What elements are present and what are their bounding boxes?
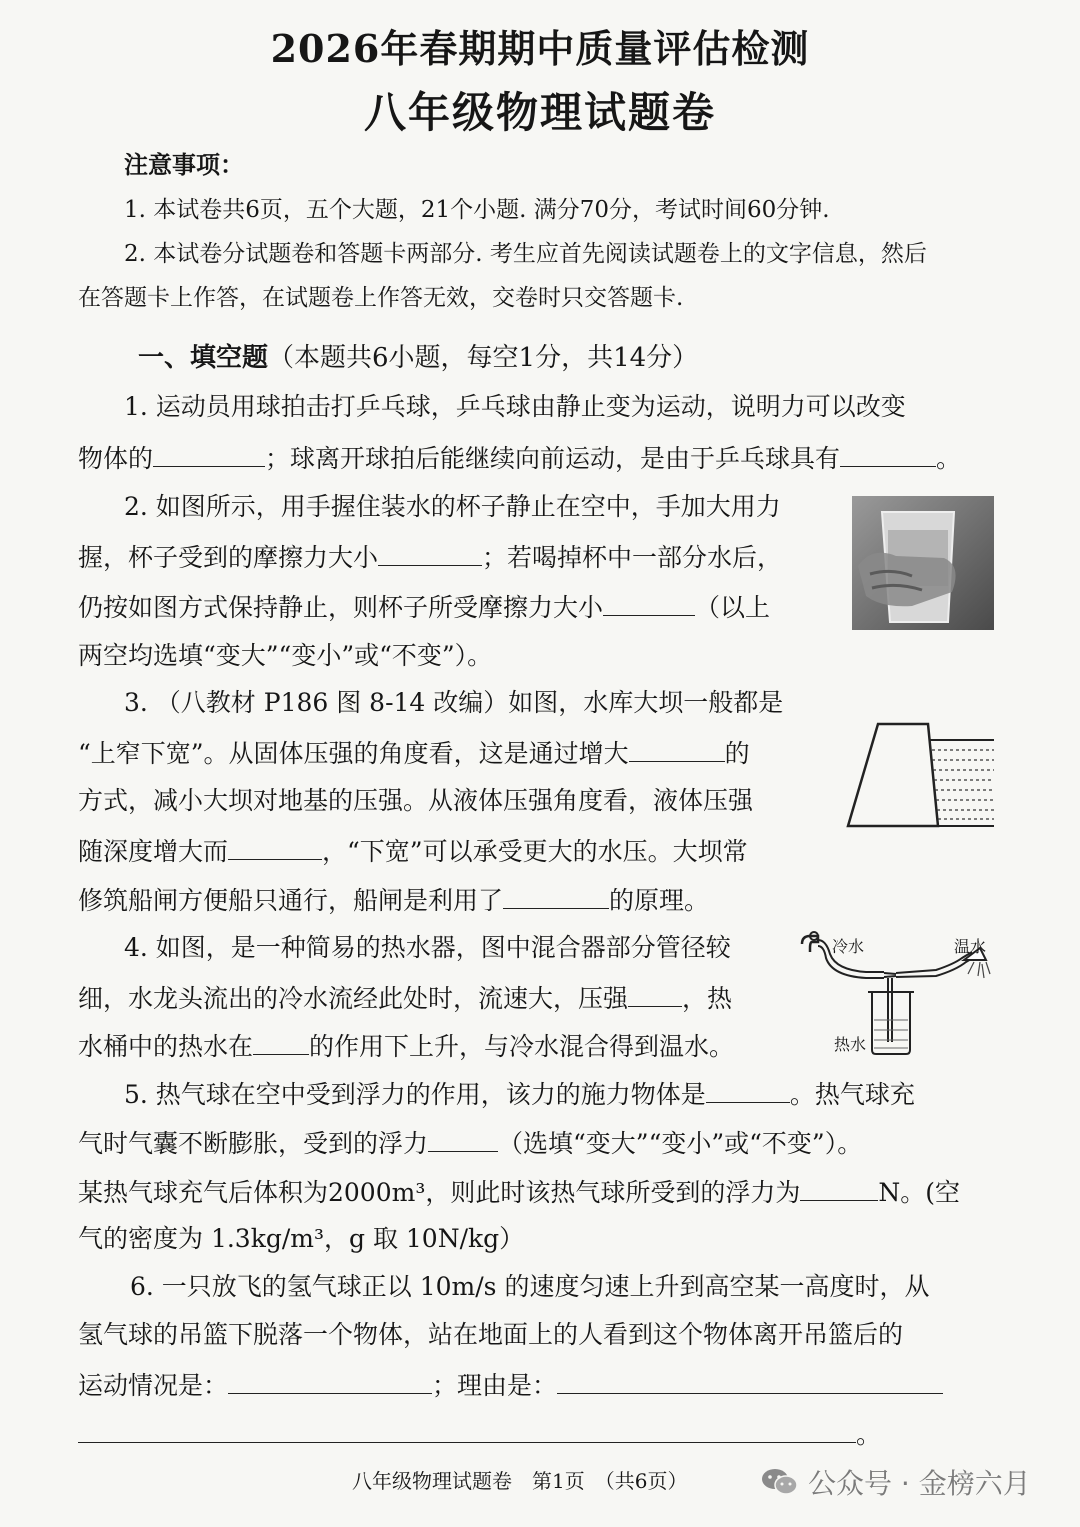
q5-text-b: 。热气球充: [789, 1080, 915, 1109]
q1-text-a: 物体的: [78, 444, 154, 473]
q1-line-2: [78, 440, 961, 476]
q3-text-c: 随深度增大而: [78, 837, 229, 866]
answer-blank: [800, 1174, 878, 1201]
q5-text-d: （选填“变大”“变小”或“不变”）。: [498, 1129, 863, 1158]
q5-text-e: 某热气球充气后体积为2000m³，则此时该热气球所受到的浮力为: [78, 1178, 801, 1207]
answer-blank: [228, 833, 322, 860]
watermark: [760, 1462, 1031, 1502]
q3-text-b: 的: [724, 739, 750, 768]
q6-text-b: ；理由是：: [432, 1371, 558, 1400]
hand-cup-figure: [852, 496, 994, 630]
q3-line-3: 方式，减小大坝对地基的压强。从液体压强角度看，液体压强: [78, 786, 754, 815]
q4-text-a: 细，水龙头流出的冷水流经此处时，流速大，压强: [78, 984, 629, 1013]
exam-subtitle: 八年级物理试题卷: [363, 88, 716, 137]
q2-text-b: ；若喝掉杯中一部分水后，: [482, 543, 783, 572]
answer-blank: [153, 440, 265, 467]
q2-text-c: 仍按如图方式保持静止，则杯子所受摩擦力大小: [78, 593, 604, 622]
q5-line-3: [78, 1174, 960, 1210]
notice-item-2-cont: 在答题卡上作答，在试题卷上作答无效，交卷时只交答题卡.: [78, 285, 684, 311]
q6-line-1: 6. 一只放飞的氢气球正以 10m/s 的速度匀速上升到高空某一高度时，从: [130, 1272, 930, 1301]
section-title: 一、填空题: [138, 343, 269, 373]
q5-line-4: 气的密度为 1.3kg/m³，g 取 10N/kg）: [78, 1224, 525, 1253]
q2-line-3: [78, 589, 770, 625]
q6-text-end: 。: [856, 1420, 882, 1449]
q2-line-1: 2. 如图所示，用手握住装水的杯子静止在空中，手加大用力: [124, 492, 781, 521]
q6-line-2: 氢气球的吊篮下脱落一个物体，站在地面上的人看到这个物体离开吊篮后的: [78, 1320, 904, 1349]
q1-text-b: ；球离开球拍后能继续向前运动，是由于乒乓球具有: [265, 444, 841, 473]
wechat-icon: [760, 1466, 800, 1498]
dam-figure: [842, 720, 996, 832]
q5-text-f: N。(空: [878, 1178, 960, 1207]
q6-line-3: [78, 1367, 943, 1403]
q3-text-a: “上窄下宽”。从固体压强的角度看，这是通过增大: [78, 739, 629, 768]
answer-blank: [503, 882, 609, 909]
section-heading: [138, 341, 698, 375]
notice-item-2: 2. 本试卷分试题卷和答题卡两部分. 考生应首先阅读试题卷上的文字信息，然后: [124, 241, 927, 267]
q2-line-4: 两空均选填“变大”“变小”或“不变”）。: [78, 641, 493, 670]
q4-line-1: 4. 如图，是一种简易的热水器，图中混合器部分管径较: [124, 933, 731, 962]
q3-line-4: [78, 833, 748, 869]
q5-text-c: 气时气囊不断膨胀，受到的浮力: [78, 1129, 429, 1158]
q4-text-c: 水桶中的热水在: [78, 1032, 254, 1061]
water-heater-figure: [796, 930, 996, 1060]
q1-line-1: 1. 运动员用球拍击打乒乓球，乒乓球由静止变为运动，说明力可以改变: [124, 392, 906, 421]
q6-text-a: 运动情况是：: [78, 1371, 229, 1400]
q2-text-a: 握，杯子受到的摩擦力大小: [78, 543, 379, 572]
q4-text-b: ，热: [682, 984, 733, 1013]
answer-blank: [629, 735, 725, 762]
section-note: （本题共6小题，每空1分，共14分）: [268, 343, 699, 373]
warm-water-label: 温水: [954, 937, 987, 956]
answer-blank: [428, 1125, 498, 1152]
answer-blank: [378, 539, 482, 566]
hot-water-label: 热水: [834, 1035, 867, 1054]
q2-text-d: （以上: [695, 593, 771, 622]
q4-text-d: 的作用下上升，与冷水混合得到温水。: [309, 1032, 735, 1061]
q5-line-2: [78, 1125, 862, 1161]
q3-text-f: 的原理。: [609, 886, 710, 915]
answer-blank: [557, 1367, 943, 1394]
watermark-text: 公众号 · 金榜六月: [808, 1467, 1031, 1500]
exam-title: 2026年春期期中质量评估检测: [270, 26, 810, 71]
q3-text-d: ，“下宽”可以承受更大的水压。大坝常: [322, 837, 748, 866]
page-footer: 八年级物理试题卷 第1页 （共6页）: [352, 1469, 688, 1493]
q1-text-c: 。: [936, 444, 962, 473]
answer-blank: [78, 1416, 856, 1443]
q4-line-3: [78, 1028, 734, 1064]
answer-blank: [706, 1076, 790, 1103]
answer-blank: [840, 440, 936, 467]
answer-blank: [228, 1367, 432, 1394]
q3-text-e: 修筑船闸方便船只通行，船闸是利用了: [78, 886, 504, 915]
q6-line-4: [78, 1416, 881, 1452]
q2-line-2: [78, 539, 782, 575]
q3-line-5: [78, 882, 709, 918]
notice-heading: 注意事项：: [124, 150, 244, 179]
notice-item-1: 1. 本试卷共6页，五个大题，21个小题. 满分70分，考试时间60分钟.: [124, 197, 830, 223]
q5-line-1: [124, 1076, 915, 1112]
q4-line-2: [78, 980, 732, 1016]
answer-blank: [628, 980, 682, 1007]
q3-line-1: 3. （八教材 P186 图 8-14 改编）如图，水库大坝一般都是: [124, 688, 784, 717]
answer-blank: [603, 589, 695, 616]
q3-line-2: [78, 735, 750, 771]
q5-text-a: 5. 热气球在空中受到浮力的作用，该力的施力物体是: [124, 1080, 706, 1109]
answer-blank: [253, 1028, 309, 1055]
cold-water-label: 冷水: [832, 937, 865, 956]
